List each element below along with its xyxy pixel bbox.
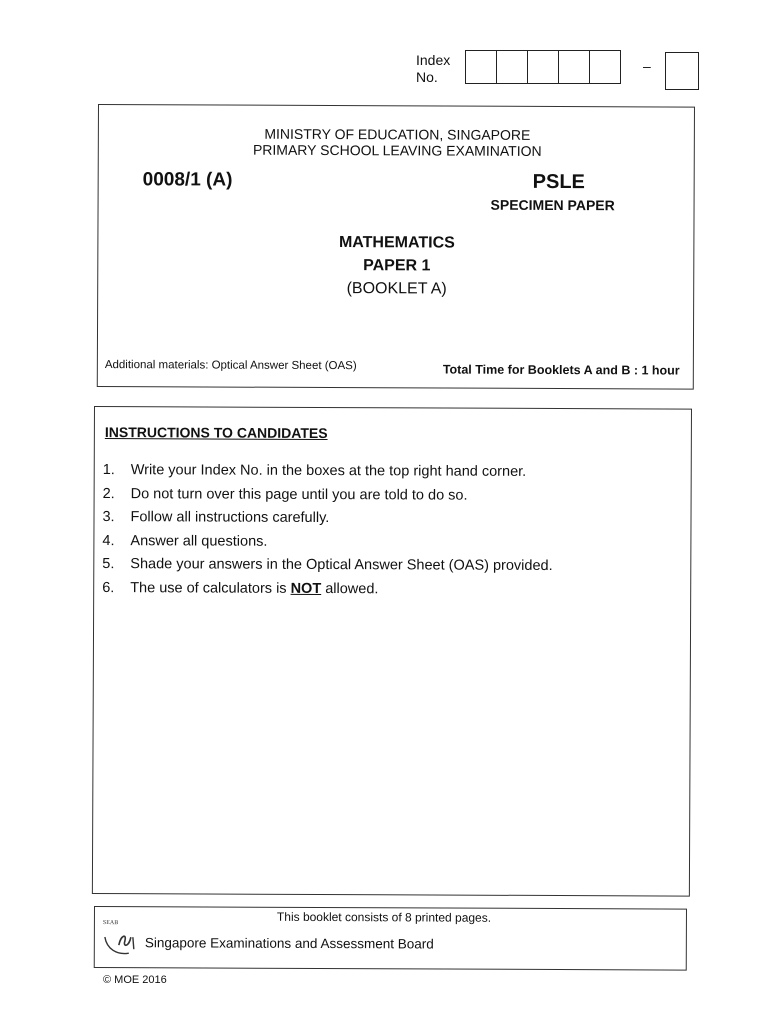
footer-box: [94, 906, 687, 971]
index-digit-box[interactable]: [589, 50, 621, 84]
index-digit-box[interactable]: [527, 50, 559, 84]
seab-logo-icon: [101, 915, 145, 959]
instruction-item: 5. Shade your answers in the Optical Answer Sheet (OAS) provided.: [102, 556, 553, 575]
additional-materials: Additional materials: Optical Answer Sheet (OAS): [104, 359, 357, 373]
specimen-label: SPECIMEN PAPER: [490, 196, 615, 214]
header-box: [97, 104, 695, 390]
subject-title: MATHEMATICS: [338, 234, 455, 252]
paper-title: PAPER 1: [363, 257, 431, 275]
instruction-item: 3. Follow all instructions carefully.: [102, 509, 330, 527]
index-number-boxes: [465, 50, 621, 84]
instructions-title: INSTRUCTIONS TO CANDIDATES: [104, 424, 328, 442]
index-digit-box[interactable]: [558, 50, 590, 84]
pages-note: This booklet consists of 8 printed pages.: [276, 909, 492, 925]
ministry-heading: MINISTRY OF EDUCATION, SINGAPORE PRIMARY SCHOOL LEAVING EXAMINATION: [252, 125, 542, 159]
instruction-item: 4. Answer all questions.: [102, 532, 268, 550]
instructions-box: [92, 406, 692, 897]
instructions-list: [102, 459, 553, 602]
instruction-item: 6. The use of calculators is NOT allowed.: [102, 579, 379, 597]
seab-logo-text: SEAB: [102, 920, 119, 927]
index-digit-box[interactable]: [465, 50, 497, 84]
psle-title: PSLE: [532, 170, 585, 194]
paper-code: 0008/1 (A): [142, 169, 233, 191]
total-time: Total Time for Booklets A and B : 1 hour: [442, 362, 680, 378]
not-emphasis: NOT: [290, 580, 322, 597]
board-name: Singapore Examinations and Assessment Board: [144, 935, 434, 952]
instruction-item: 2. Do not turn over this page until you are told to do so.: [102, 485, 468, 504]
instruction-item: 1. Write your Index No. in the boxes at the top right hand corner.: [102, 462, 527, 480]
index-dash: –: [643, 58, 651, 74]
copyright: © MOE 2016: [103, 974, 167, 986]
booklet-title: (BOOKLET A): [346, 280, 447, 298]
index-digit-box[interactable]: [496, 50, 528, 84]
index-number-label: Index No.: [416, 52, 451, 85]
index-check-box[interactable]: [665, 52, 699, 90]
